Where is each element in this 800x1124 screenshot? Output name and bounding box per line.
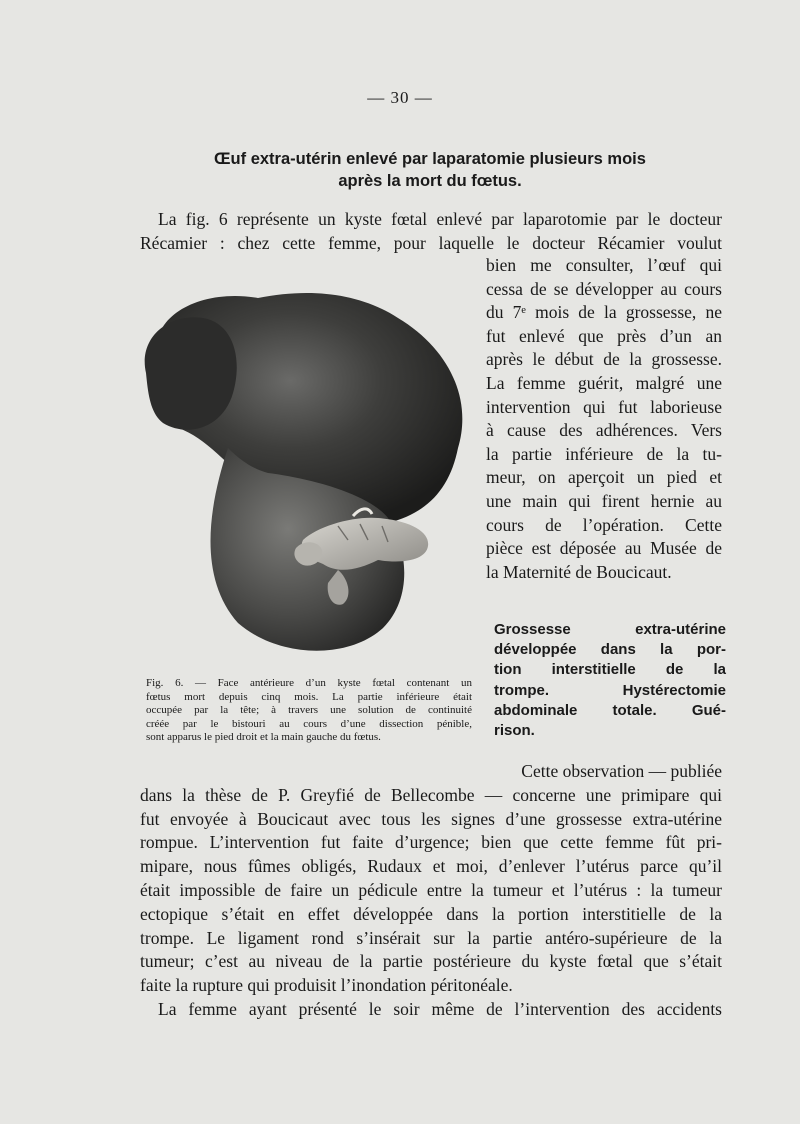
text-line: du 7ᵉ mois de la grossesse, ne bbox=[486, 302, 722, 323]
text-line: mipare, nous fûmes obligés, Rudaux et moi, d’enlever l’utérus parce qu’il bbox=[140, 856, 722, 877]
section-heading-line: Œuf extra-utérin enlevé par laparatomie plusieurs mois bbox=[214, 150, 646, 168]
text-line: La femme guérit, malgré une bbox=[486, 372, 722, 393]
subheading-line: rison. bbox=[494, 722, 535, 740]
side-paragraph bbox=[486, 254, 722, 584]
subheading-line: développée dans la por- bbox=[494, 641, 726, 659]
case-paragraph bbox=[140, 760, 722, 1022]
text-line: cessa de se développer au cours bbox=[486, 278, 722, 299]
section-heading bbox=[150, 148, 710, 192]
text-line: trompe. Le ligament rond s’insérait sur la partie antéro-supérieure de la bbox=[140, 927, 722, 948]
text-line: était impossible de faire un pédicule entre la tumeur et l’utérus : la tumeur bbox=[140, 879, 722, 900]
figure-caption bbox=[146, 677, 472, 745]
text-line: La femme ayant présenté le soir même de l’intervention des accidents bbox=[158, 998, 722, 1019]
text-line: cours de l’opération. Cette bbox=[486, 514, 722, 535]
caption-line: Fig. 6. — Face antérieure d’un kyste fœtal contenant un bbox=[146, 677, 472, 689]
text-line: faite la rupture qui produisit l’inondation péritonéale. bbox=[140, 975, 513, 996]
text-line: dans la thèse de P. Greyfié de Bellecombe — concerne une primipare qui bbox=[140, 784, 722, 805]
text-line: Cette observation — publiée bbox=[521, 761, 722, 781]
text-line: ectopique s’était en effet développée dans la portion interstitielle de la bbox=[140, 903, 722, 924]
case-subheading bbox=[494, 620, 726, 741]
section-heading-line: après la mort du fœtus. bbox=[338, 172, 522, 190]
text-line: Récamier : chez cette femme, pour laquelle le docteur Récamier voulut bbox=[140, 232, 722, 253]
text-line: pièce est déposée au Musée de bbox=[486, 538, 722, 559]
text-line: une main qui firent hernie au bbox=[486, 490, 722, 511]
subheading-line: abdominale totale. Gué- bbox=[494, 701, 726, 719]
text-line: fut enlevé que près d’un an bbox=[486, 325, 722, 346]
text-line: bien me consulter, l’œuf qui bbox=[486, 255, 722, 275]
subheading-line: tion interstitielle de la bbox=[494, 661, 726, 679]
text-line: rompue. L’intervention fut faite d’urgence; bien que cette femme fût pri- bbox=[140, 832, 722, 853]
caption-line: fœtus mort depuis cinq mois. La partie inférieure était bbox=[146, 690, 472, 703]
text-line: à cause des adhérences. Vers bbox=[486, 420, 722, 441]
text-line: meur, on aperçoit un pied et bbox=[486, 467, 722, 488]
text-line: après le début de la grossesse. bbox=[486, 349, 722, 370]
page-number: — 30 — bbox=[367, 88, 433, 107]
text-line: tumeur; c’est au niveau de la partie postérieure du kyste fœtal que s’était bbox=[140, 951, 722, 972]
subheading-line: Grossesse extra-utérine bbox=[494, 621, 726, 638]
caption-line: occupée par la tête; à travers une solution de continuité bbox=[146, 704, 472, 717]
caption-line: créée par le bistouri au cours d’une dissection pénible, bbox=[146, 717, 472, 730]
text-line: la Maternité de Boucicaut. bbox=[486, 561, 672, 582]
subheading-line: trompe. Hystérectomie bbox=[494, 681, 726, 699]
text-line: fut envoyée à Boucicaut avec tous les signes d’une grossesse extra-utérine bbox=[140, 808, 722, 829]
text-line: La fig. 6 représente un kyste fœtal enlevé par laparotomie par le docteur bbox=[158, 209, 722, 229]
text-line: la partie inférieure de la tu- bbox=[486, 443, 722, 464]
text-line: intervention qui fut laborieuse bbox=[486, 396, 722, 417]
intro-paragraph bbox=[140, 208, 722, 255]
specimen-photograph bbox=[138, 278, 478, 668]
caption-line: sont apparus le pied droit et la main gauche du fœtus. bbox=[146, 731, 381, 744]
